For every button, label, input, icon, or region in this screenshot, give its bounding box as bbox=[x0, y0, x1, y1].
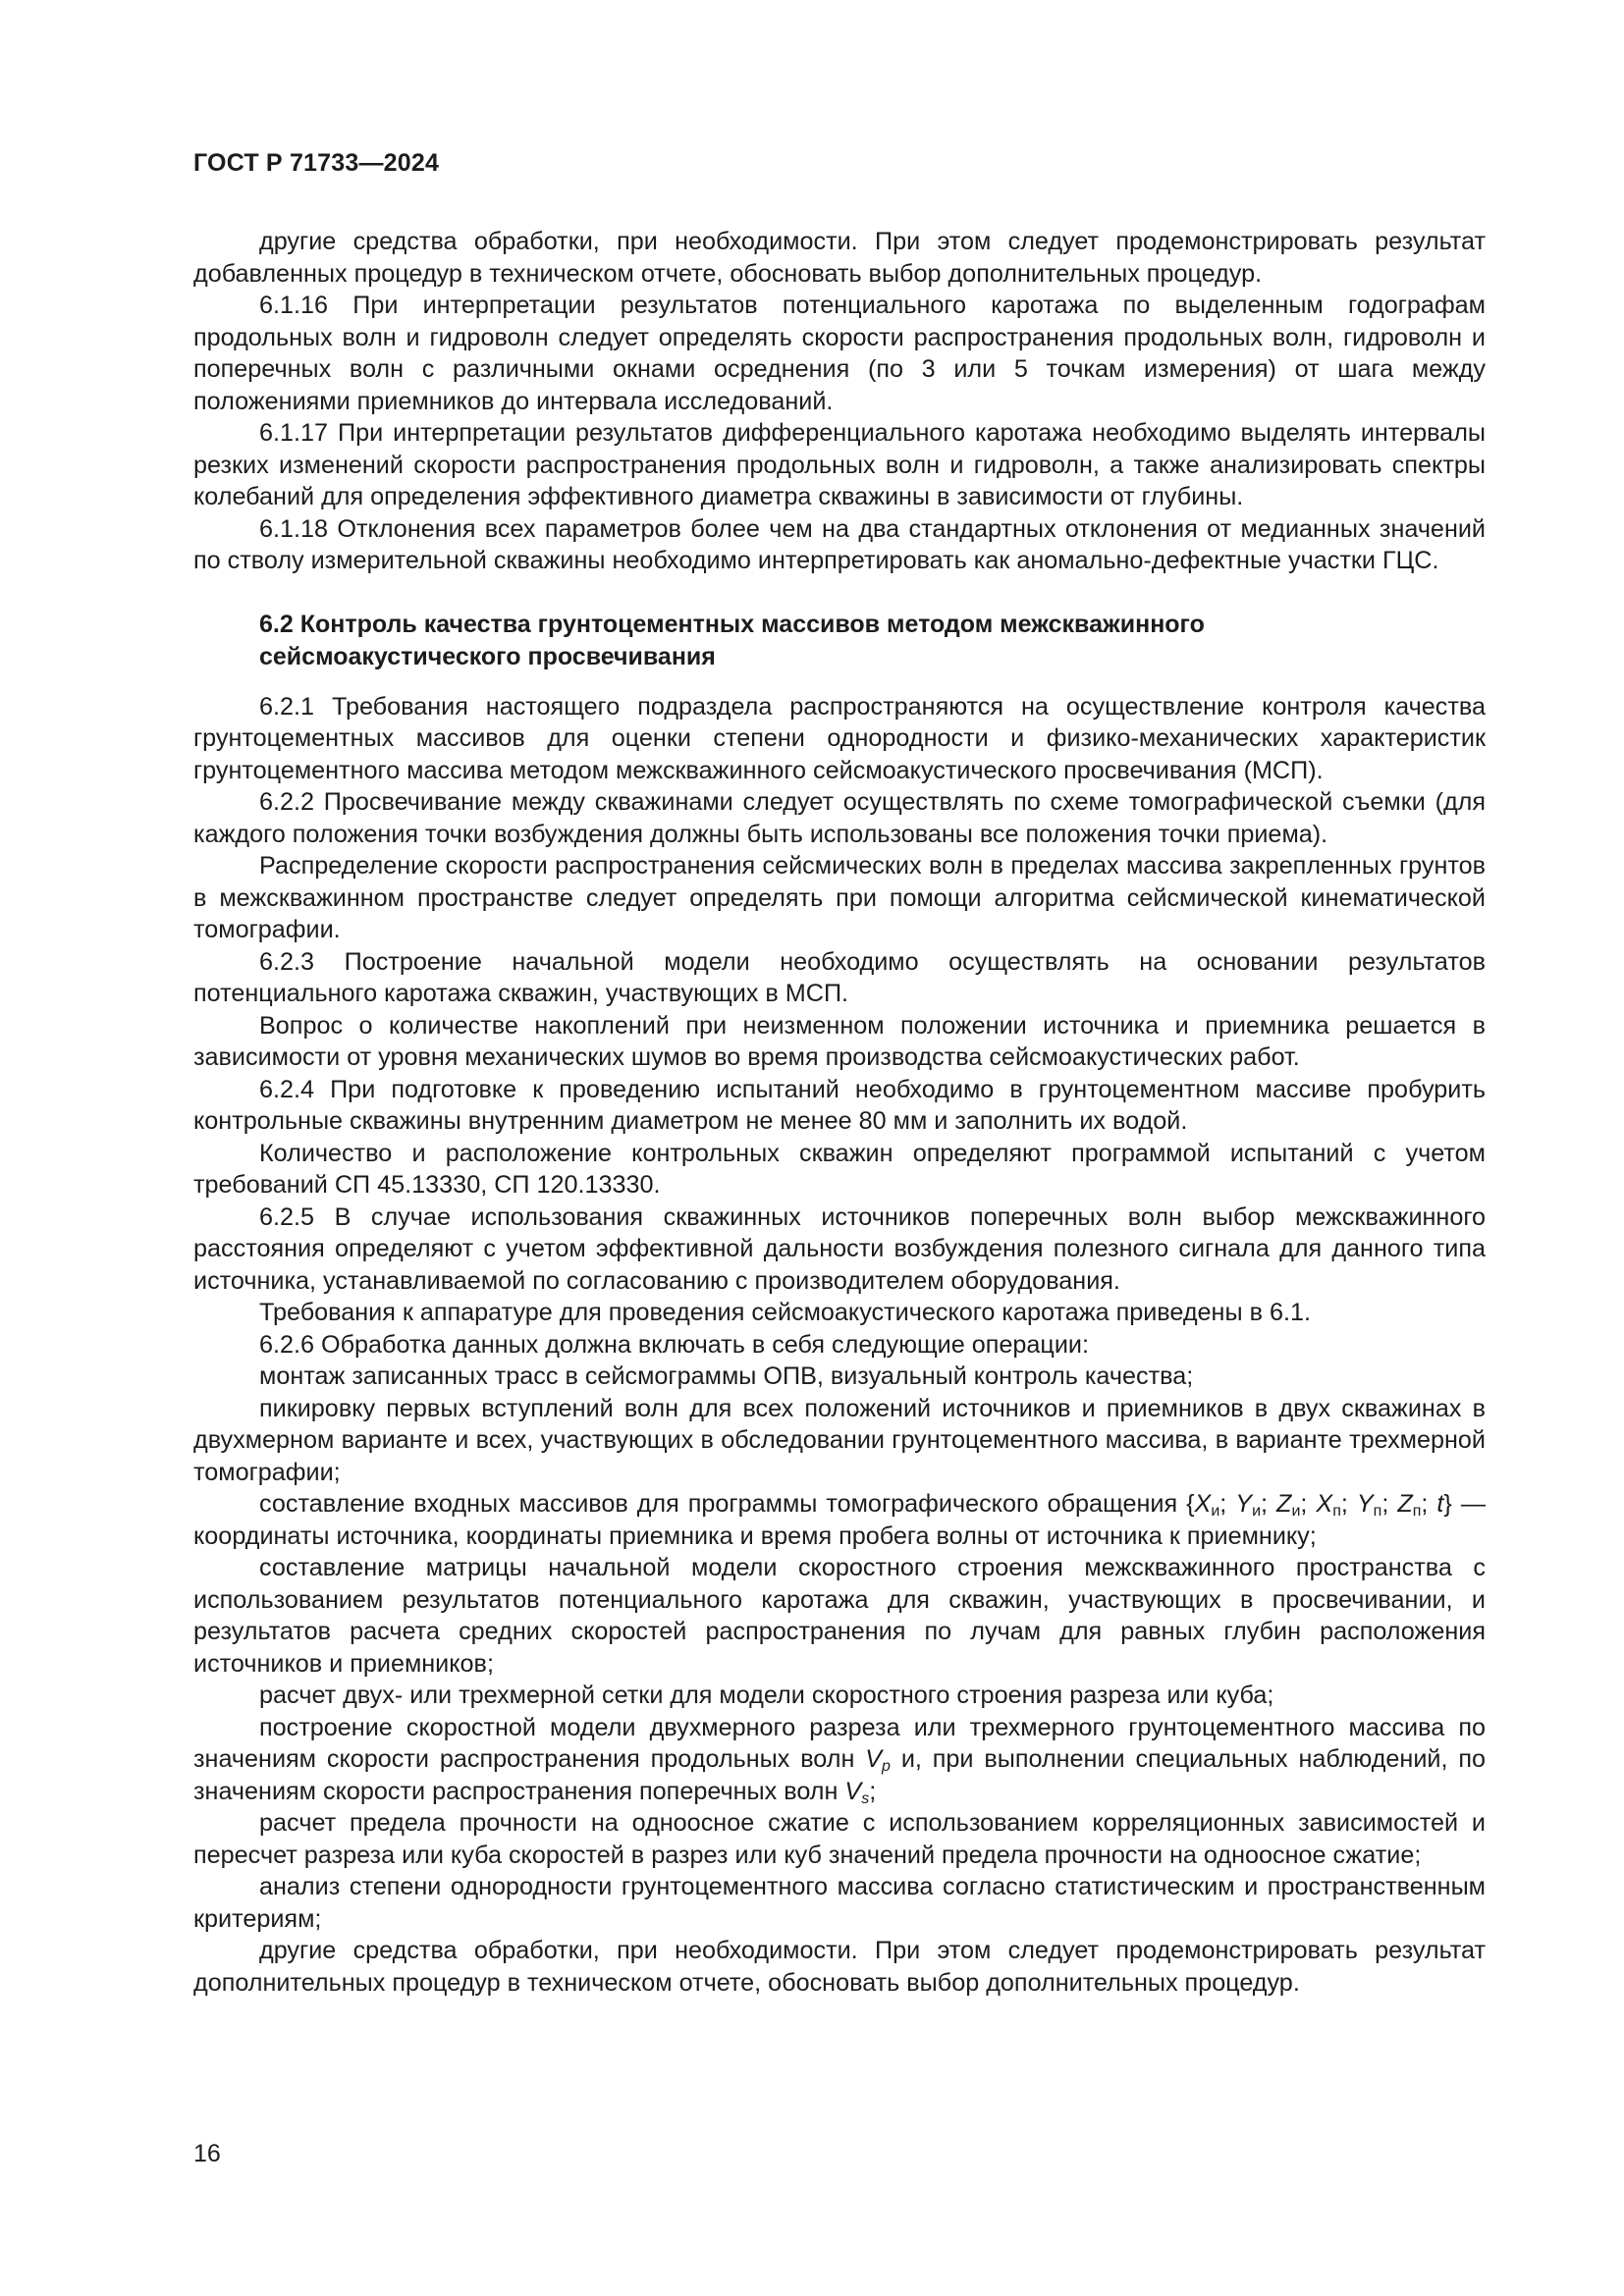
paragraph-continuation: другие средства обработки, при необходимости. При этом следует продемонстрировать результат добавленных процедур в техническом отчете, обосновать выбор дополнительных процедур. bbox=[193, 228, 1486, 288]
paragraph-6-2-3: 6.2.3 Построение начальной модели необходимо осуществлять на основании результатов потенциального каротажа скважин, участвующих в МСП. bbox=[193, 947, 1486, 1007]
paragraph-boreholes-quantity: Количество и расположение контрольных скважин определяют программой испытаний с учетом требований СП 45.13330, СП 120.13330. bbox=[193, 1139, 1486, 1199]
paragraph-6-2-2: 6.2.2 Просвечивание между скважинами следует осуществлять по схеме томографической съемки (для каждого положения точки возбуждения должны быть использованы все положения точки приема). bbox=[193, 788, 1486, 848]
section-heading-line-1: 6.2 Контроль качества грунтоцементных массивов методом межскважинного bbox=[259, 610, 1205, 638]
list-item-picking: пикировку первых вступлений волн для всех положений источников и приемников в двух скважинах в двухмерном варианте и всех, участвующих в обследовании грунтоцементного массива, в варианте трехмерной томографии; bbox=[193, 1394, 1486, 1486]
paragraph-velocity-distribution: Распределение скорости распространения сейсмических волн в пределах массива закрепленных грунтов в межскважинном пространстве следует определять при помощи алгоритма сейсмической кинематической томографии. bbox=[193, 852, 1486, 943]
paragraph-6-1-18: 6.1.18 Отклонения всех параметров более чем на два стандартных отклонения от медианных значений по стволу измерительной скважины необходимо интерпретировать как аномально-дефектные участки ГЦС. bbox=[193, 514, 1486, 574]
paragraph-6-2-1: 6.2.1 Требования настоящего подраздела распространяются на осуществление контроля качества грунтоцементных массивов для оценки степени однородности и физико-механических характеристик грунтоцементного массива методом межскважинного сейсмоакустического просвечивания (МСП). bbox=[193, 692, 1486, 784]
list-item-homogeneity-analysis: анализ степени однородности грунтоцементного массива согласно статистическим и пространственным критериям; bbox=[193, 1873, 1486, 1933]
list-item-strength-calculation: расчет предела прочности на одноосное сжатие с использованием корреляционных зависимостей и пересчет разреза или куба скоростей в разрез или куб значений предела прочности на одноосное сжатие; bbox=[193, 1809, 1486, 1869]
list-item-montage: монтаж записанных трасс в сейсмограммы ОПВ, визуальный контроль качества; bbox=[259, 1362, 1194, 1390]
list-item-grid-calculation: расчет двух- или трехмерной сетки для модели скоростного строения разреза или куба; bbox=[259, 1682, 1274, 1709]
paragraph-equipment-requirements: Требования к аппаратуре для проведения сейсмоакустического каротажа приведены в 6.1. bbox=[259, 1299, 1311, 1326]
section-heading-line-2: сейсмоакустического просвечивания bbox=[259, 642, 716, 670]
paragraph-accumulations: Вопрос о количестве накоплений при неизменном положении источника и приемника решается в зависимости от уровня механических шумов во время производства сейсмоакустических работ. bbox=[193, 1011, 1486, 1071]
page-number: 16 bbox=[193, 2140, 221, 2167]
list-item-velocity-model: построение скоростной модели двухмерного разреза или трехмерного грунтоцементного массива по значениям скорости распространения продольных волн $V_p$ и, при выполнении специальных наблюдений, по значениям скорости распространения поперечных волн $V_s$; bbox=[193, 1713, 1486, 1807]
document-header: ГОСТ Р 71733—2024 bbox=[193, 149, 440, 177]
list-item-input-arrays: составление входных массивов для программы томографического обращения {$X_и$; $Y_и$; $Z_и$; $X_п$; $Y_п$; $Z_п$; t} — координаты источника, координаты приемника и время пробега волны от источника к приемнику; bbox=[193, 1490, 1487, 1550]
document-body bbox=[193, 226, 1486, 1999]
paragraph-6-2-4: 6.2.4 При подготовке к проведению испытаний необходимо в грунтоцементном массиве пробурить контрольные скважины внутренним диаметром не менее 80 мм и заполнить их водой. bbox=[193, 1075, 1486, 1135]
paragraph-6-1-17: 6.1.17 При интерпретации результатов дифференциального каротажа необходимо выделять интервалы резких изменений скорости распространения продольных волн и гидроволн, а также анализировать спектры колебаний для определения эффективного диаметра скважины в зависимости от глубины. bbox=[193, 419, 1486, 510]
paragraph-6-2-6: 6.2.6 Обработка данных должна включать в себя следующие операции: bbox=[259, 1330, 1089, 1359]
list-item-initial-model-matrix: составление матрицы начальной модели скоростного строения межскважинного пространства с использованием результатов потенциального каротажа для скважин, участвующих в просвечивании, и результатов расчета средних скоростей распространения по лучам для равных глубин расположения источников и приемников; bbox=[193, 1554, 1486, 1678]
paragraph-6-2-5: 6.2.5 В случае использования скважинных источников поперечных волн выбор межскважинного расстояния определяют с учетом эффективной дальности возбуждения полезного сигнала для данного типа источника, устанавливаемой по согласованию с производителем оборудования. bbox=[193, 1202, 1486, 1295]
paragraph-6-1-16: 6.1.16 При интерпретации результатов потенциального каротажа по выделенным годографам продольных волн и гидроволн следует определять скорости распространения продольных волн, гидроволн и поперечных волн с различными окнами осреднения (по 3 или 5 точкам измерения) от шага между положениями приемников до интервала исследований. bbox=[193, 292, 1486, 415]
list-item-other-processing: другие средства обработки, при необходимости. При этом следует продемонстрировать результат дополнительных процедур в техническом отчете, обосновать выбор дополнительных процедур. bbox=[193, 1937, 1486, 1997]
section-heading-6-2 bbox=[259, 609, 1486, 673]
